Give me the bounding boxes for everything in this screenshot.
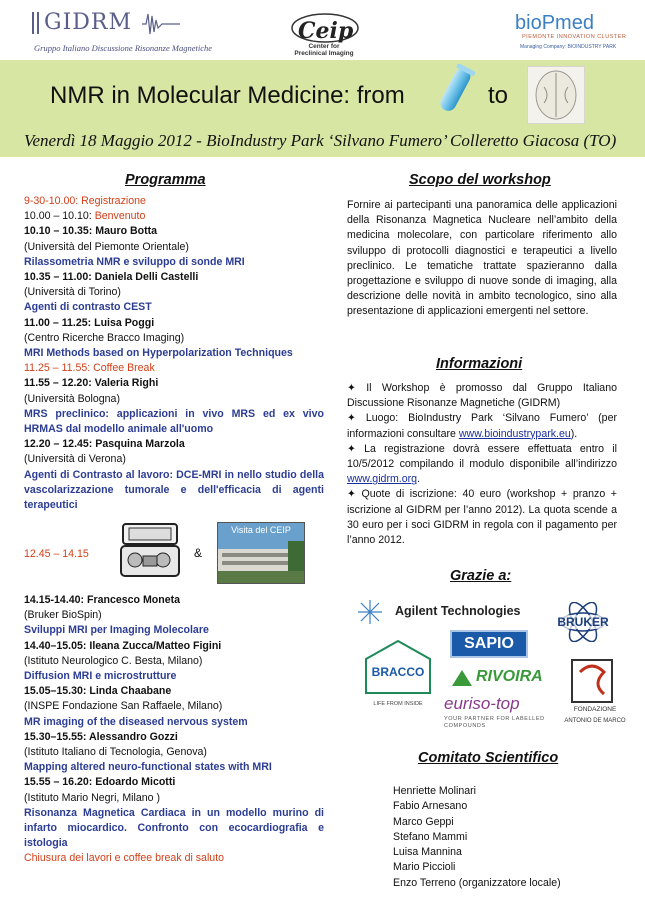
programma-item: 15.55 – 16.20: Edoardo Micotti bbox=[24, 776, 176, 789]
programma-item: MR imaging of the diseased nervous system bbox=[24, 715, 248, 728]
agilent-spark-icon bbox=[355, 598, 385, 626]
bullet-icon: ✦ bbox=[347, 442, 356, 455]
ceip-subtitle: Center for Preclinical Imaging bbox=[294, 43, 354, 57]
fondazione-name: ANTONIO DE MARCO bbox=[564, 718, 626, 724]
programma-item: 11.25 – 11.55: Coffee Break bbox=[24, 362, 155, 375]
info-p1: Il Workshop è promosso dal Gruppo Italiano Discussione Risonanze Magnetiche (GIDRM) bbox=[347, 382, 617, 410]
programma-item: Risonanza Magnetica Cardiaca in un modello murino di infarto miocardico. Confronto con ecocardiografia e istologia bbox=[24, 806, 324, 850]
eurisotop-tagline: YOUR PARTNER FOR LABELLED COMPOUNDS bbox=[444, 716, 545, 729]
programma-item: 14.40–15.05: Ileana Zucca/Matteo Figini bbox=[24, 639, 222, 652]
scopo-heading: Scopo del workshop bbox=[409, 172, 551, 188]
agilent-logo bbox=[355, 598, 535, 626]
programma-item: Agenti di contrasto CEST bbox=[24, 301, 152, 314]
info-p3: La registrazione dovrà essere effettuata entro il 10/5/2012 compilando il modulo disponibile all’indirizzo bbox=[347, 442, 617, 471]
programma-item: (Istituto Neurologico C. Besta, Milano) bbox=[24, 654, 203, 667]
rivoira-text: RIVOIRA bbox=[476, 668, 543, 685]
bracco-text: BRACCO bbox=[371, 665, 425, 679]
programma-list-part1 bbox=[24, 194, 324, 513]
programma-item: 15.05–15.30: Linda Chaabane bbox=[24, 685, 172, 698]
agilent-text: Agilent Technologies bbox=[395, 604, 521, 618]
programma-item: (Università di Verona) bbox=[24, 453, 126, 466]
info-p2: Luogo: BioIndustry Park ‘Silvano Fumero’ (per informazioni consultare bbox=[347, 412, 617, 440]
bullet-icon: ✦ bbox=[347, 382, 356, 394]
biopmed-logo: bioPmed bbox=[515, 12, 594, 34]
programma-item: MRS preclinico: applicazioni in vivo MRS ed ex vivo HRMAS dal modello animale all'uomo bbox=[24, 407, 324, 436]
biopmed-subtitle2: Managing Company: BIOINDUSTRY PARK bbox=[520, 44, 617, 50]
programma-item: Agenti di Contrasto al lavoro: DCE-MRI in nello studio della vascolarizzazione tumorale e dell'efficacia di agenti terapeutici bbox=[24, 468, 324, 512]
banner-subtitle: Venerdì 18 Maggio 2012 - BioIndustry Park ‘Silvano Fumero’ Colleretto Giacosa (TO) bbox=[24, 131, 617, 150]
bruker-text: BRUKER bbox=[545, 615, 621, 629]
lunch-time: 12.45 – 14.15 bbox=[24, 548, 89, 560]
programma-item: 10.10 – 10.35: Mauro Botta bbox=[24, 225, 158, 238]
eurisotop-logo bbox=[444, 694, 554, 734]
bracco-logo bbox=[362, 639, 434, 709]
programma-item: (Centro Ricerche Bracco Imaging) bbox=[24, 331, 185, 344]
programma-item: (Istituto Italiano di Tecnologia, Genova) bbox=[24, 746, 207, 759]
programma-item: Diffusion MRI e microstrutture bbox=[24, 670, 177, 683]
programma-item: 10.35 – 11.00: Daniela Delli Castelli bbox=[24, 271, 199, 284]
informazioni-heading: Informazioni bbox=[436, 356, 523, 372]
programma-item: MRI Methods based on Hyperpolarization Techniques bbox=[24, 347, 293, 360]
programma-item: 15.30–15.55: Alessandro Gozzi bbox=[24, 730, 178, 743]
programma-item: (Università del Piemonte Orientale) bbox=[24, 240, 189, 253]
lunch-box-icon bbox=[117, 522, 183, 580]
committee-member: Henriette Molinari bbox=[393, 785, 477, 797]
bullet-icon: ✦ bbox=[347, 412, 356, 425]
test-tube-icon bbox=[428, 64, 478, 124]
programma-item: Sviluppi MRI per Imaging Molecolare bbox=[24, 624, 209, 637]
committee-member: Marco Geppi bbox=[393, 815, 454, 828]
bullet-icon: ✦ bbox=[347, 488, 356, 501]
sapio-logo bbox=[450, 630, 528, 658]
scopo-text: Fornire ai partecipanti una panoramica delle applicazioni della Risonanza Magnetica Nucleare nell’ambito della medicina molecolare, con particolare riferimento allo sviluppo di protocolli diagnostici e terapeutici a livello preclinico. Le tematiche trattate spazieranno dalla progettazione e sviluppo di nuove sonde di imaging, alla descrizione delle novità in ambito tecnologico, sino alla presentazione di applicazioni emergenti nel settore. bbox=[347, 199, 617, 318]
info-p2-end: ). bbox=[570, 427, 578, 440]
programma-list-part2 bbox=[24, 593, 324, 867]
committee-member: Mario Piccioli bbox=[393, 861, 456, 874]
visit-label: Visita del CEIP bbox=[231, 525, 291, 535]
grazie-heading: Grazie a: bbox=[450, 568, 512, 584]
bracco-tagline: LIFE FROM INSIDE bbox=[373, 701, 423, 707]
programma-item: 11.55 – 12.20: Valeria Righi bbox=[24, 377, 159, 390]
ceip-logo-text: Ceip bbox=[298, 18, 354, 44]
committee-member: Luisa Mannina bbox=[393, 846, 462, 859]
programma-item: 11.00 – 11.25: Luisa Poggi bbox=[24, 316, 155, 329]
bioindustrypark-link[interactable]: www.bioindustrypark.eu bbox=[458, 427, 571, 440]
ampersand: & bbox=[194, 546, 203, 560]
info-p4: Quote di iscrizione: 40 euro (workshop + pranzo + iscrizione al GIDRM per l’anno 2012). La quota scende a 30 euro per i soci GIDRM in regola con il pagamento per l’anno 2012. bbox=[347, 488, 617, 547]
programma-item: 9-30-10.00: Registrazione bbox=[24, 195, 146, 207]
info-p3-end: . bbox=[417, 473, 421, 486]
gidrm-logo-text: GIDRM bbox=[44, 10, 132, 35]
brain-image-icon bbox=[527, 66, 585, 124]
fondazione-logo bbox=[560, 658, 630, 734]
programma-item: (Università Bologna) bbox=[24, 392, 120, 405]
gidrm-subtitle: Gruppo Italiano Discussione Risonanze Magnetiche bbox=[34, 43, 213, 53]
programma-item: Mapping altered neuro-functional states with MRI bbox=[24, 761, 272, 774]
banner-title-to: to bbox=[488, 82, 509, 109]
committee-member: Fabio Arnesano bbox=[393, 800, 468, 813]
programma-item: (INSPE Fondazione San Raffaele, Milano) bbox=[24, 700, 223, 713]
informazioni-text bbox=[347, 381, 617, 548]
sapio-text: SAPIO bbox=[464, 635, 514, 652]
programma-item: 14.15-14.40: Francesco Moneta bbox=[24, 594, 181, 606]
biopmed-subtitle: PIEMONTE INNOVATION CLUSTER bbox=[522, 34, 627, 40]
programma-item: (Bruker BioSpin) bbox=[24, 609, 102, 622]
ceip-visit-photo bbox=[217, 522, 305, 584]
programma-item: 10.00 – 10.10: Benvenuto bbox=[24, 210, 146, 223]
programma-heading: Programma bbox=[125, 172, 206, 188]
programma-item: (Università di Torino) bbox=[24, 286, 121, 299]
programma-item: (Istituto Mario Negri, Milano ) bbox=[24, 791, 160, 804]
programma-item: Rilassometria NMR e sviluppo di sonde MRI bbox=[24, 255, 245, 268]
programma-item: 12.20 – 12.45: Pasquina Marzola bbox=[24, 438, 185, 451]
gidrm-link[interactable]: www.gidrm.org bbox=[347, 473, 418, 486]
bruker-logo bbox=[543, 602, 623, 642]
eurisotop-text: euriso-top bbox=[444, 694, 520, 713]
programma-item: Chiusura dei lavori e coffee break di saluto bbox=[24, 852, 225, 865]
banner-title: NMR in Molecular Medicine: from bbox=[50, 82, 405, 109]
fondazione-label: FONDAZIONE bbox=[573, 706, 617, 713]
comitato-heading: Comitato Scientifico bbox=[418, 750, 559, 766]
committee-list bbox=[393, 784, 561, 891]
rivoira-logo bbox=[448, 666, 550, 690]
committee-member: Stefano Mammi bbox=[393, 830, 468, 843]
committee-member: Enzo Terreno (organizzatore locale) bbox=[393, 876, 561, 889]
